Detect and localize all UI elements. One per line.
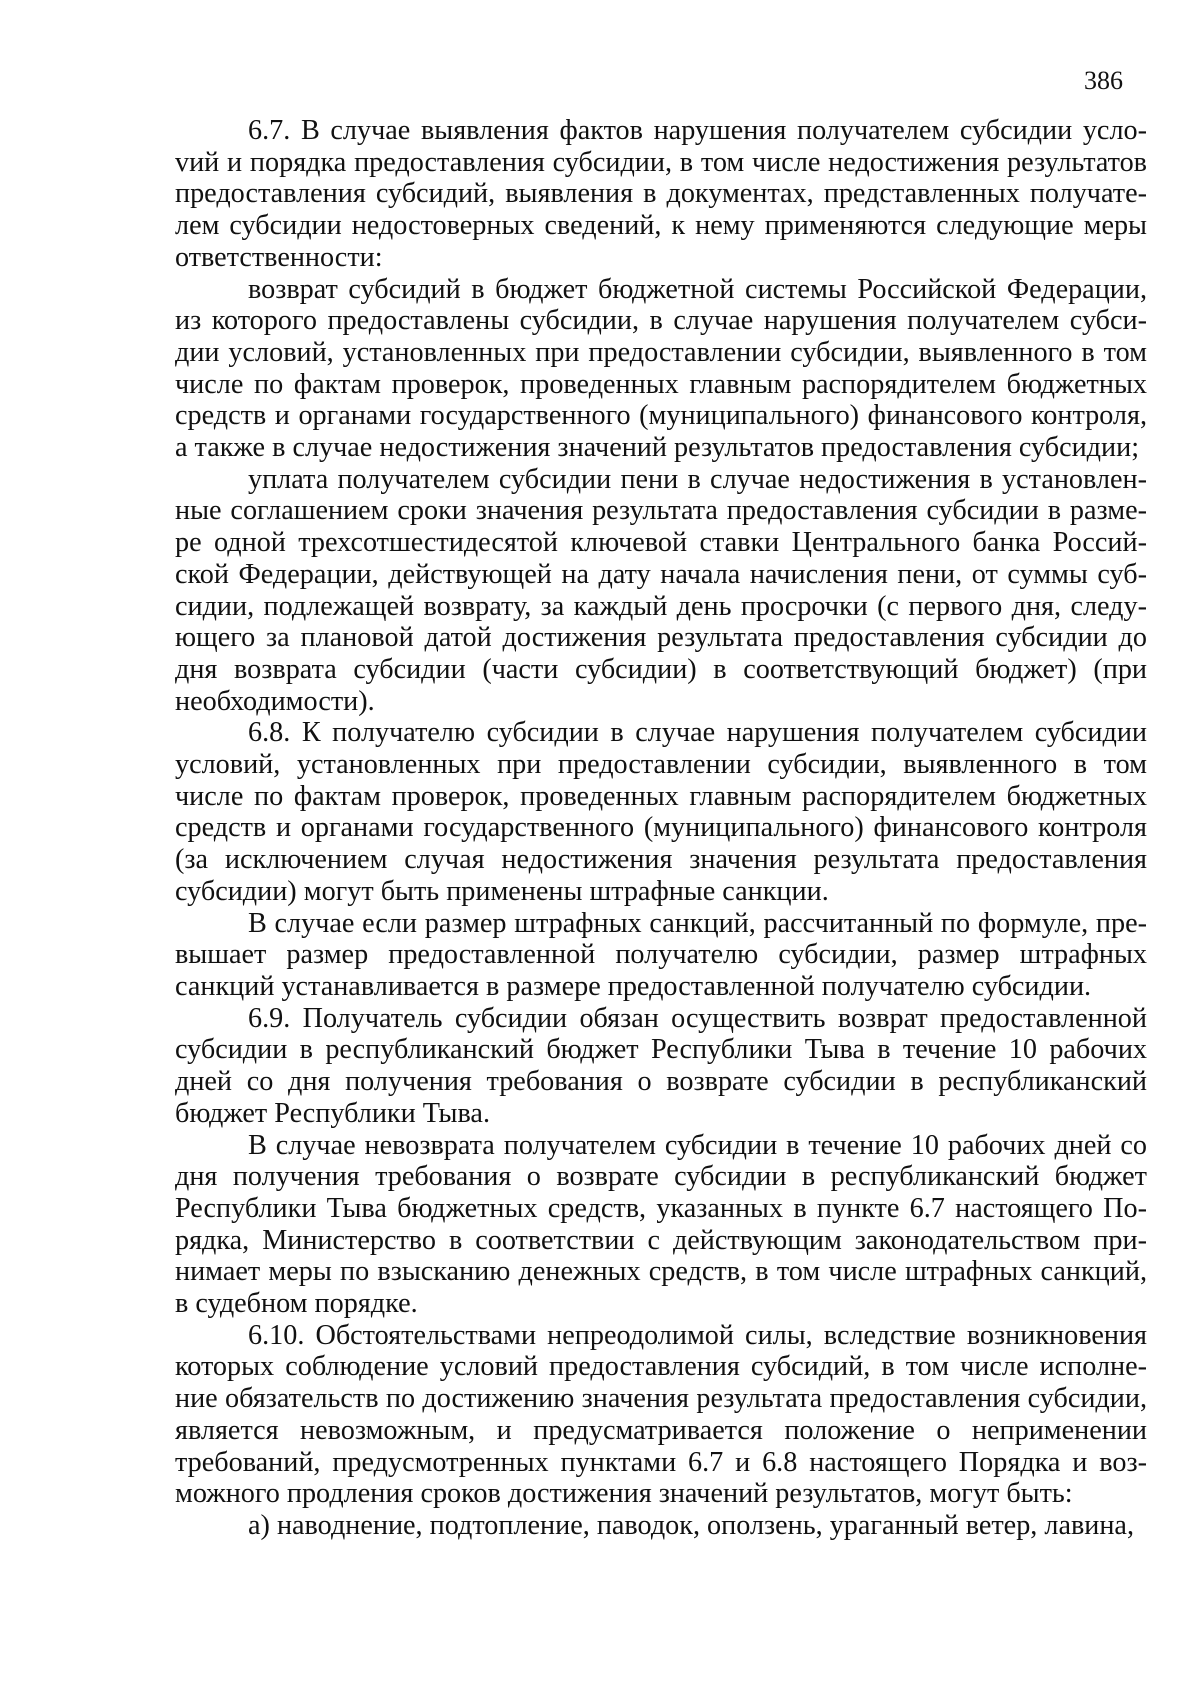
paragraph-fine-limit: В случае если размер штрафных санкций, рассчитанный по формуле, превышает размер предоставленной получателю субсидии, размер штрафных санкций устанавливается в размере предоставленной получателю субсидии. bbox=[175, 907, 1147, 1002]
paragraph-item-a: а) наводнение, подтопление, паводок, оползень, ураганный ветер, лавина, bbox=[248, 1509, 1134, 1541]
paragraph-6-9: 6.9. Получатель субсидии обязан осуществить возврат предоставленной субсидии в республиканский бюджет Республики Тыва в течение 10 рабочих дней со дня получения требования о возврате субсидии в республиканский бюджет Республики Тыва. bbox=[175, 1002, 1147, 1129]
document-body bbox=[175, 115, 1147, 1542]
paragraph-6-7: 6.7. В случае выявления фактов нарушения получателем субсидии услоvий и порядка предоставления субсидии, в том числе недостижения результатов предоставления субсидий, выявления в документах, представленных получателем субсидии недостоверных сведений, к нему применяются следующие меры ответственности: bbox=[175, 115, 1147, 273]
paragraph-penalty-measure: уплата получателем субсидии пени в случае недостижения в установленные соглашением сроки значения результата предоставления субсидии в размере одной трехсотшестидесятой ключевой ставки Центрального банка Российской Федерации, действующей на дату начала начисления пени, от суммы субсидии, подлежащей возврату, за каждый день просрочки (с первого дня, следующего за плановой датой достижения результата предоставления субсидии до дня возврата субсидии (части субсидии) в соответствующий бюджет) (при необходимости). bbox=[175, 463, 1147, 717]
paragraph-6-10: 6.10. Обстоятельствами непреодолимой силы, вследствие возникновения которых соблюдение условий предоставления субсидий, в том числе исполнение обязательств по достижению значения результата предоставления субсидии, является невозможным, и предусматривается положение о неприменении требований, предусмотренных пунктами 6.7 и 6.8 настоящего Порядка и возможного продления сроков достижения значений результатов, могут быть: bbox=[175, 1319, 1147, 1510]
paragraph-refund-measure: возврат субсидий в бюджет бюджетной системы Российской Федерации, из которого предоставлены субсидии, в случае нарушения получателем субсидии условий, установленных при предоставлении субсидии, выявленного в том числе по фактам проверок, проведенных главным распорядителем бюджетных средств и органами государственного (муниципального) финансового контроля, а также в случае недостижения значений результатов предоставления субсидии; bbox=[175, 273, 1147, 464]
page-number: 386 bbox=[1084, 66, 1123, 95]
paragraph-non-return: В случае невозврата получателем субсидии в течение 10 рабочих дней со дня получения требования о возврате субсидии в республиканский бюджет Республики Тыва бюджетных средств, указанных в пункте 6.7 настоящего Порядка, Министерство в соответствии с действующим законодательством принимает меры по взысканию денежных средств, в том числе штрафных санкций, в судебном порядке. bbox=[175, 1129, 1147, 1320]
paragraph-6-8: 6.8. К получателю субсидии в случае нарушения получателем субсидии условий, установленных при предоставлении субсидии, выявленного в том числе по фактам проверок, проведенных главным распорядителем бюджетных средств и органами государственного (муниципального) финансового контроля (за исключением случая недостижения значения результата предоставления субсидии) могут быть применены штрафные санкции. bbox=[175, 717, 1147, 907]
